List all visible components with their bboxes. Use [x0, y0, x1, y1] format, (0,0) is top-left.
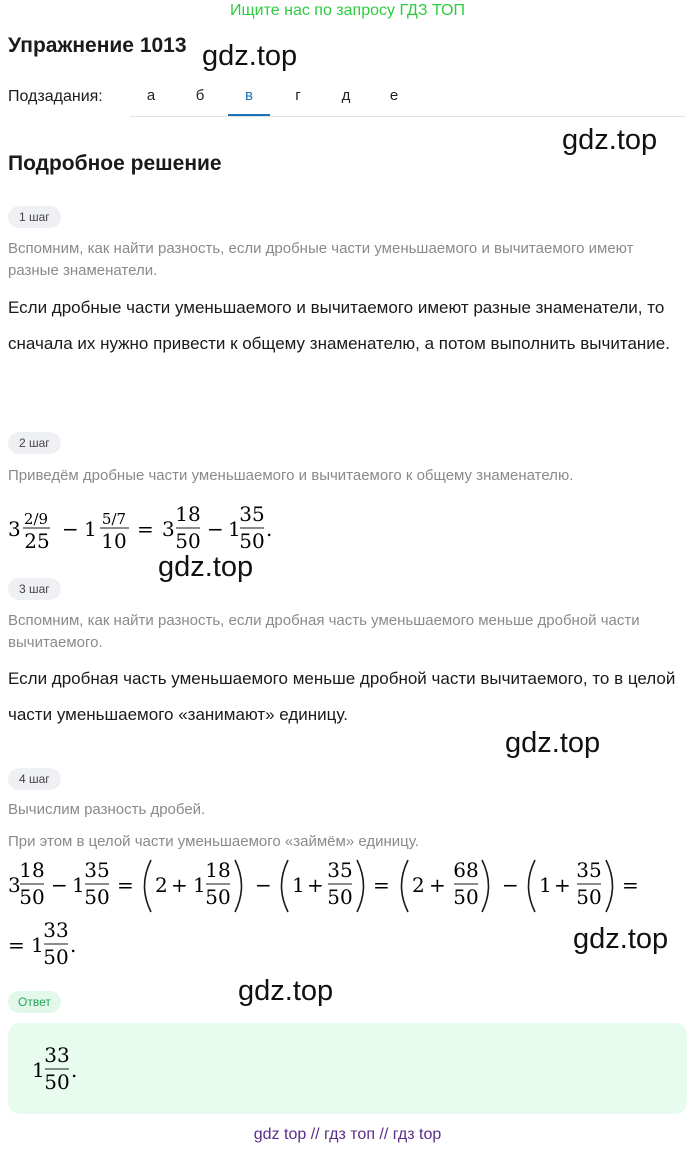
right-paren [357, 860, 364, 912]
step-text: Если дробная часть уменьшаемого меньше дробной части вычитаемого, то в целой части уменьшаемого «занимают» единицу. [8, 669, 676, 724]
top-banner[interactable]: Ищите нас по запросу ГДЗ ТОП [230, 2, 465, 19]
whole-part: 2 [155, 873, 168, 897]
answer-box [8, 1023, 687, 1114]
watermark: gdz.top [562, 124, 658, 156]
whole-part: 1 [539, 873, 552, 897]
tab-b[interactable]: б [195, 87, 205, 104]
whole-part: 1 [193, 873, 206, 897]
left-paren [529, 860, 536, 912]
equals-sign: = [117, 873, 134, 897]
fraction-numerator: 2/9 [23, 510, 49, 528]
equals-sign: = [137, 517, 154, 541]
tab-g[interactable]: г [295, 87, 301, 104]
subtask-tabs [130, 78, 685, 117]
tab-a[interactable]: а [146, 87, 156, 104]
left-paren [282, 860, 289, 912]
fraction-numerator: 35 [84, 858, 110, 882]
step2-equation [0, 490, 320, 552]
equals-sign: = [373, 873, 390, 897]
step-hint: Вспомним, как найти разность, если дробные части уменьшаемого и вычитаемого имеют разные знаменатели. [8, 240, 634, 279]
step-badge: 2 шаг [8, 432, 61, 454]
fraction-denominator: 50 [327, 885, 353, 909]
right-paren [235, 860, 242, 912]
whole-part: 3 [162, 517, 175, 541]
fraction-denominator: 50 [205, 885, 231, 909]
fraction-numerator: 35 [576, 858, 602, 882]
subtasks-label: Подзадания: [8, 88, 103, 105]
watermark: gdz.top [573, 923, 669, 955]
plus-sign: + [171, 873, 188, 897]
step-hint: Приведём дробные части уменьшаемого и вычитаемого к общему знаменателю. [8, 467, 574, 484]
whole-part: 2 [412, 873, 425, 897]
fraction-denominator: 50 [44, 1070, 70, 1094]
whole-part: 1 [72, 873, 85, 897]
fraction-numerator: 18 [175, 502, 201, 526]
right-paren [606, 860, 613, 912]
tab-d[interactable]: д [341, 87, 351, 104]
minus-sign: − [51, 873, 68, 897]
page-title: Упражнение 1013 [8, 34, 187, 57]
section-title: Подробное решение [8, 152, 222, 175]
whole-part: 3 [8, 517, 21, 541]
plus-sign: + [429, 873, 446, 897]
plus-sign: + [307, 873, 324, 897]
fraction-numerator: 5/7 [101, 510, 127, 528]
period: . [70, 933, 77, 957]
footer-links[interactable]: gdz top // гдз топ // гдз top [253, 1126, 442, 1143]
step-badge: 1 шаг [8, 206, 61, 228]
whole-part: 1 [228, 517, 241, 541]
whole-part: 1 [31, 933, 44, 957]
step-badge: 3 шаг [8, 578, 61, 600]
period: . [266, 517, 273, 541]
whole-part: 3 [8, 873, 21, 897]
fraction-numerator: 35 [327, 858, 353, 882]
whole-part: 1 [32, 1058, 45, 1082]
fraction-denominator: 50 [43, 945, 69, 969]
step-hint: При этом в целой части уменьшаемого «займём» единицу. [8, 833, 419, 850]
whole-part: 1 [84, 517, 97, 541]
fraction-numerator: 18 [19, 858, 45, 882]
left-paren [402, 860, 409, 912]
step4-equation [0, 850, 660, 974]
minus-sign: − [502, 873, 519, 897]
fraction-numerator: 18 [205, 858, 231, 882]
tab-e[interactable]: е [389, 87, 399, 104]
answer-value [30, 1039, 110, 1101]
fraction-denominator: 50 [453, 885, 479, 909]
fraction-numerator: 35 [239, 502, 265, 526]
period: . [71, 1058, 78, 1082]
step-hint: Вспомним, как найти разность, если дробная часть уменьшаемого меньше дробной части вычитаемого. [8, 612, 640, 651]
step-hint: Вычислим разность дробей. [8, 801, 206, 818]
fraction-denominator: 50 [239, 529, 265, 552]
whole-part: 1 [292, 873, 305, 897]
right-paren [482, 860, 489, 912]
fraction-numerator: 33 [44, 1043, 70, 1067]
plus-sign: + [554, 873, 571, 897]
fraction-denominator: 25 [24, 529, 50, 552]
equals-sign: = [8, 933, 25, 957]
answer-badge: Ответ [8, 991, 61, 1013]
minus-sign: − [255, 873, 272, 897]
step-badge: 4 шаг [8, 768, 61, 790]
minus-sign: − [207, 517, 224, 541]
watermark: gdz.top [158, 551, 254, 583]
watermark: gdz.top [505, 727, 601, 759]
fraction-denominator: 50 [576, 885, 602, 909]
fraction-denominator: 50 [84, 885, 110, 909]
watermark: gdz.top [238, 975, 334, 1007]
watermark: gdz.top [202, 40, 298, 72]
fraction-denominator: 50 [175, 529, 201, 552]
fraction-denominator: 50 [19, 885, 45, 909]
tab-v[interactable]: в [228, 78, 270, 116]
minus-sign: − [62, 517, 79, 541]
fraction-denominator: 10 [101, 529, 127, 552]
left-paren [145, 860, 152, 912]
fraction-numerator: 33 [43, 918, 69, 942]
equals-sign: = [622, 873, 639, 897]
fraction-numerator: 68 [453, 858, 479, 882]
step-text: Если дробные части уменьшаемого и вычитаемого имеют разные знаменатели, то сначала их нужно привести к общему знаменателю, а потом выполнить вычитание. [8, 298, 670, 353]
